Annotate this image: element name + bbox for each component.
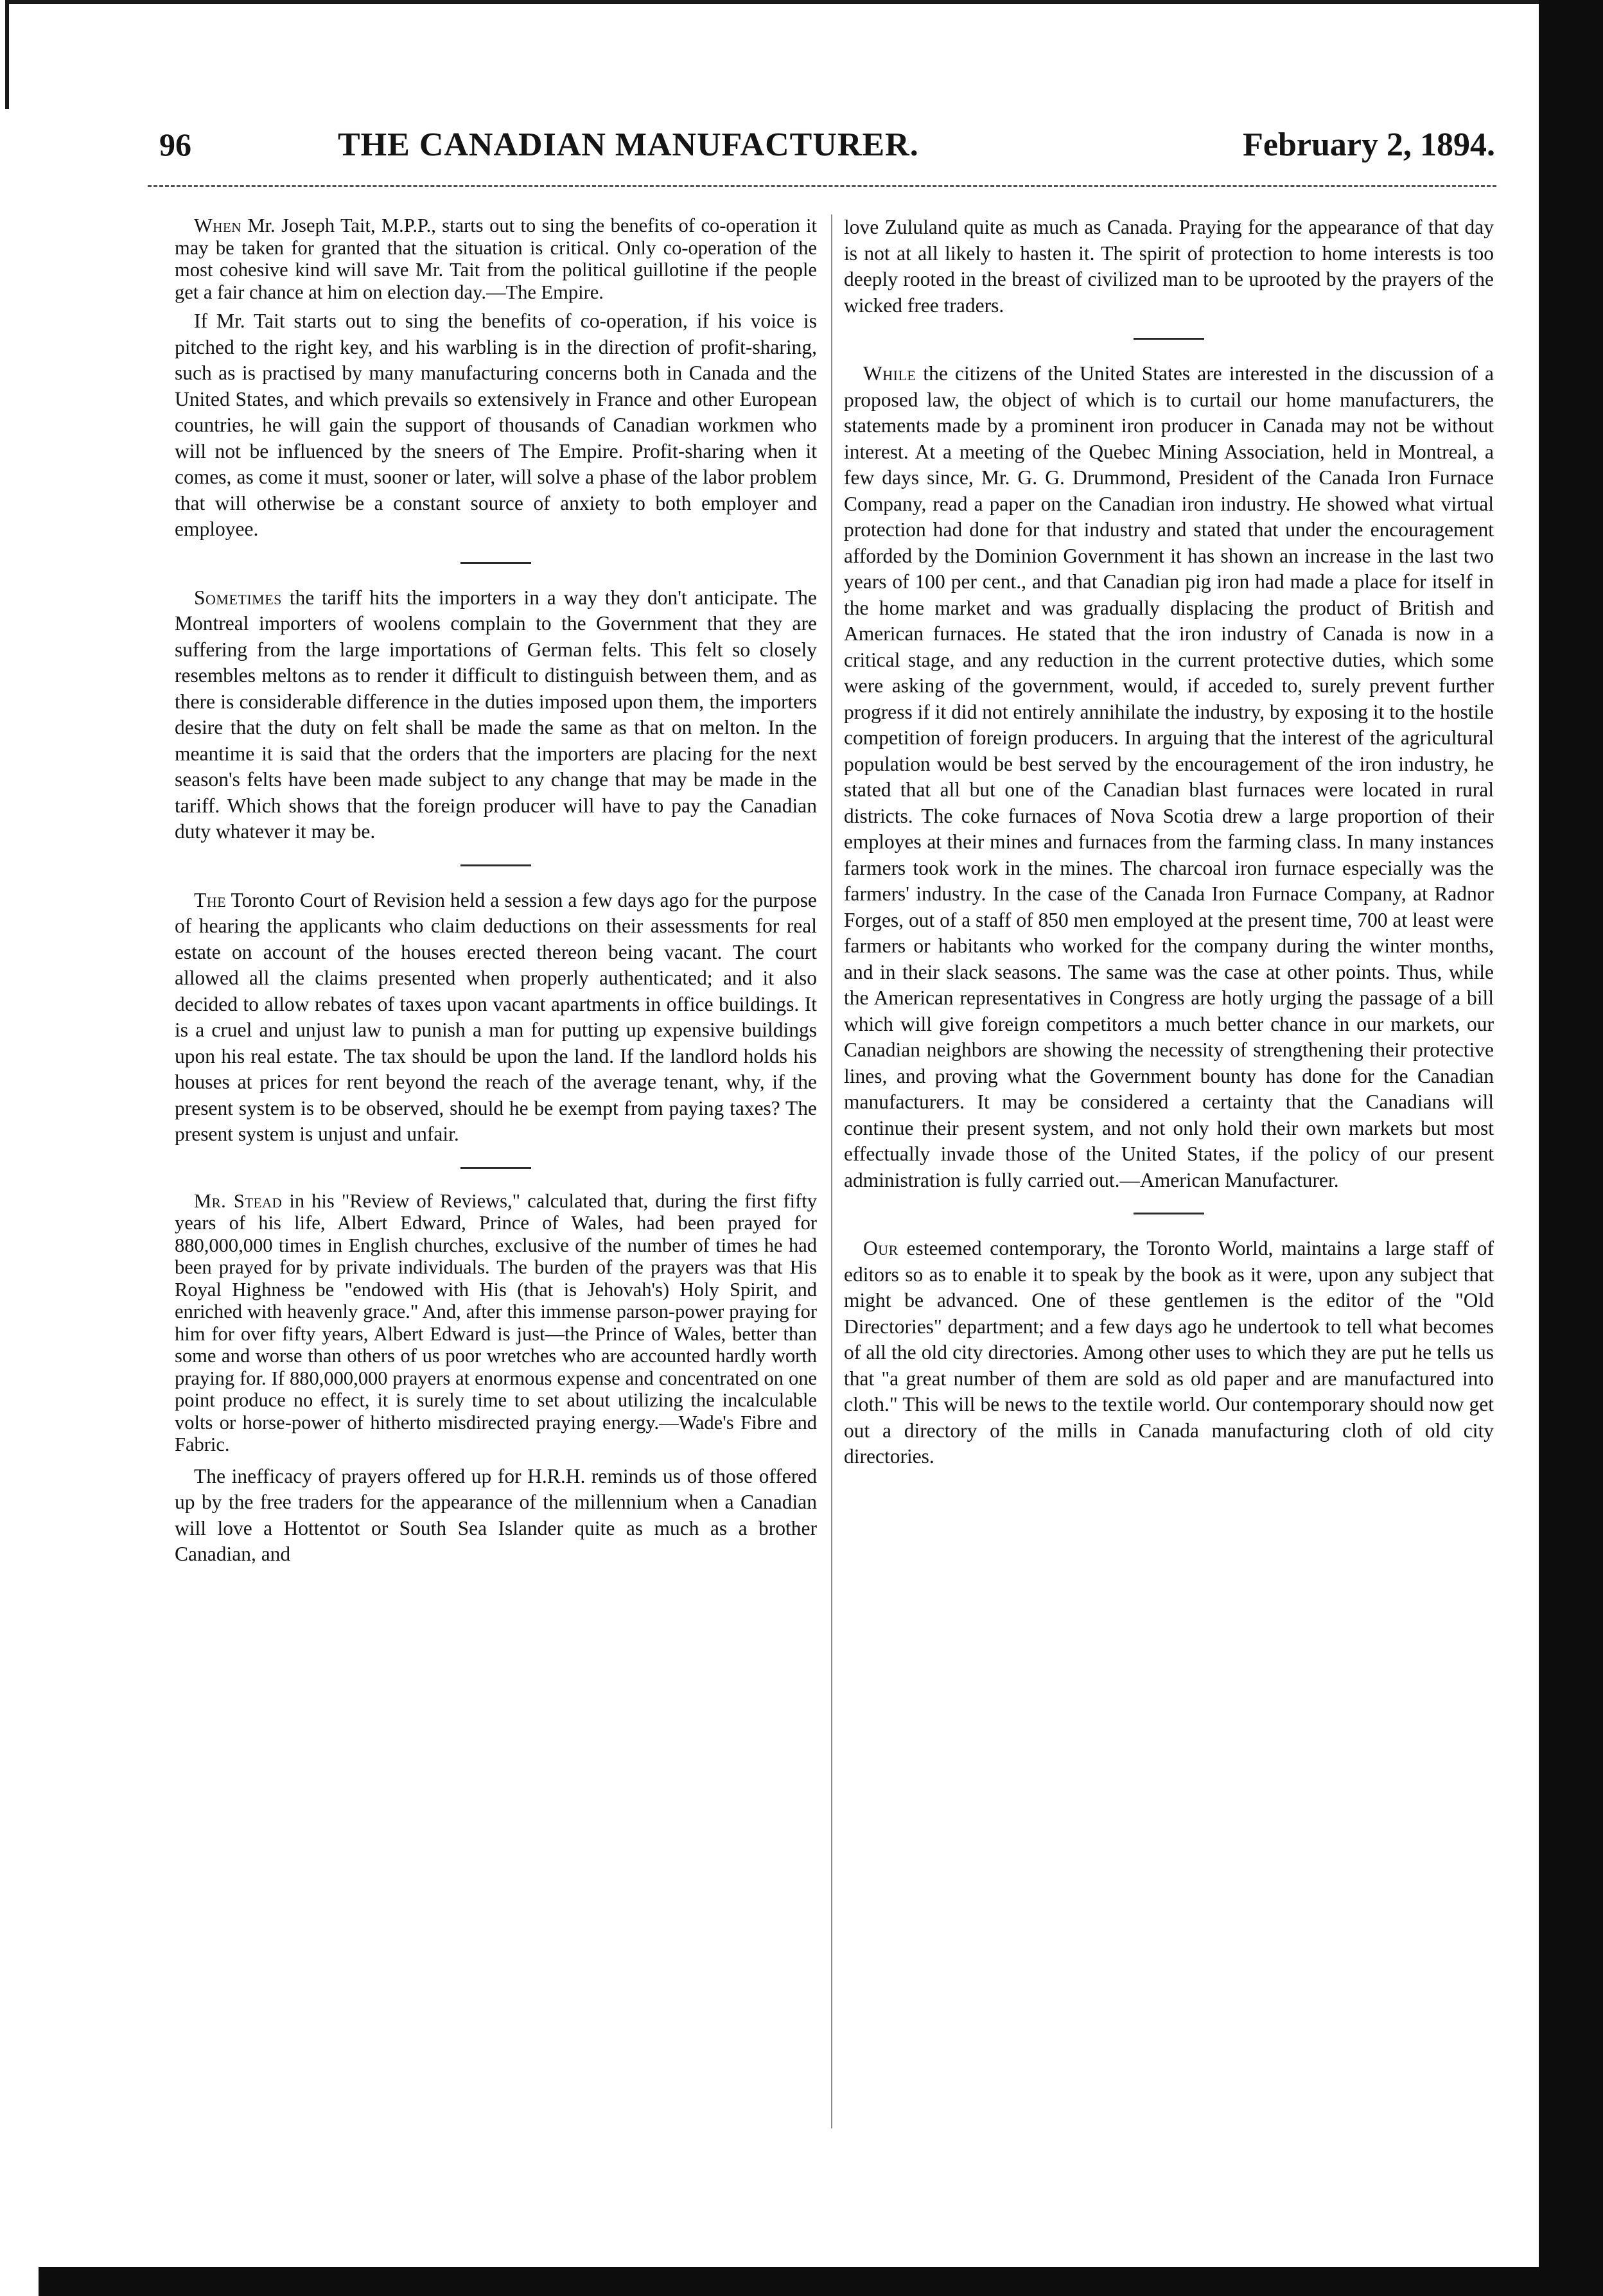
paragraph-text: The inefficacy of prayers offered up for H.R.H. reminds us of those offered up by the free traders for the appearance of the millennium when a Canadian will love a Hottentot or South Sea Islander quite as much as a brother Canadian, and	[175, 1464, 817, 1565]
page-header	[159, 126, 1495, 177]
article-iron-industry	[844, 361, 1494, 1193]
right-column	[844, 215, 1494, 1470]
lead-word: The	[194, 888, 227, 911]
paragraph-text: the tariff hits the importers in a way they don't anticipate. The Montreal importers of woolens complain to the Government that they are suffering from the large importations of German felts. This felt so closely resembles meltons as to render it difficult to distinguish between them, and as there is considerable difference in the duties imposed upon them, the importers desire that the duty on felt shall be made the same as that on melton. In the meantime it is said that the orders that the importers are placing for the next season's felts have been made subject to any change that may be made in the tariff. Which shows that the foreign producer will have to pay the Canadian duty whatever it may be.	[175, 586, 818, 843]
paragraph-text: Toronto Court of Revision held a session a few days ago for the purpose of hearing the applicants who claim deductions on their assessments for real estate on account of the houses erected thereon being vacant. The court allowed all the claims presented when properly authenticated; and it also decided to allow rebates of taxes upon vacant apartments in office buildings. It is a cruel and unjust law to punish a man for putting up expensive buildings upon his real estate. The tax should be upon the land. If the landlord holds his houses at prices for rent beyond the reach of the average tenant, why, if the present system is to be observed, should he be exempt from paying taxes? The present system is unjust and unfair.	[175, 888, 817, 1145]
article-court-of-revision	[175, 888, 817, 1148]
section-rule	[460, 864, 531, 866]
page-number: 96	[159, 127, 191, 162]
paragraph-text: If Mr. Tait starts out to sing the benefits of co-operation, if his voice is pitched to the right key, and his warbling is in the direction of profit-sharing, such as is practised by many manufacturing concerns both in Canada and the United States, and which prevails so extensively in France and other European countries, he will gain the support of thousands of Canadian workmen who will not be influenced by the sneers of The Empire. Profit-sharing when it comes, as come it must, sooner or later, will solve a phase of the labor problem that will otherwise be a constant source of anxiety to both employer and employee.	[175, 310, 817, 540]
left-column	[175, 215, 817, 1568]
paragraph-text: in his "Review of Reviews," calculated that, during the first fifty years of his life, Albert Edward, Prince of Wales, had been prayed for 880,000,000 times in English churches, exclusive of the number of times he had been prayed for by private individuals. The burden of the prayers was that His Royal Highness be "endowed with His (that is Jehovah's) Holy Spirit, and enriched with heavenly grace." And, after this immense parson-power praying for him for over fifty years, Albert Edward is just—the Prince of Wales, better than some and worse than others of us poor wretches who are accounted hardly worth praying for. If 880,000,000 prayers at enormous expense and concentrated on one point produce no effect, it is surely time to set about utilizing the incalculable volts or horse-power of hitherto misdirected praying energy.—Wade's Fibre and Fabric.	[175, 1189, 818, 1455]
lead-word: Sometimes	[194, 586, 282, 609]
section-rule	[460, 1167, 531, 1169]
lead-word: Our	[863, 1237, 898, 1259]
paragraph-text: the citizens of the United States are interested in the discussion of a proposed law, the object of which is to curtail our home manufacturers, the statements made by a prominent iron producer in Canada may not be without interest. At a meeting of the Quebec Mining Association, held in Montreal, a few days since, Mr. G. G. Drummond, President of the Canada Iron Furnace Company, read a paper on the Canadian iron industry. He showed what virtual protection had done for that industry and stated that under the encouragement afforded by the Dominion Government it has shown an increase in the last two years of 100 per cent., and that Canadian pig iron had made a place for itself in the home market and was gradually displacing the product of British and American furnaces. He stated that the iron industry of Canada is now in a critical stage, and any reduction in the current protective duties, which some were asking of the government, would, if acceded to, surely prevent further progress if it did not entirely annihilate the industry, by exposing it to the hostile competition of foreign producers. In arguing that the interest of the agricultural population would be best served by the encouragement of the iron industry, he stated that all but one of the Canadian blast furnaces were located in rural districts. The coke furnaces of Nova Scotia drew a large proportion of their employes at their mines and furnaces from the farming class. In many instances farmers took work in the mines. The charcoal iron furnace especially was the farmers' industry. In the case of the Canada Iron Furnace Company, at Radnor Forges, out of a staff of 850 men employed at the present time, 700 at least were farmers or habitants who worked for the company during the winter months, and in their slack seasons. The same was the case at other points. Thus, while the American representatives in Congress are hotly urging the passage of a bill which will give foreign competitors a much better chance in our markets, our Canadian neighbors are showing the necessity of strengthening their protective lines, and proving what the Government bounty has done for the Canadian manufacturers. It may be considered a certainty that the Canadians will continue their present system, and not only hold their own markets but most effectually invade those of the United States, if the policy of our present administration is fully carried out.—American Manufacturer.	[844, 362, 1494, 1191]
section-rule	[1134, 1213, 1204, 1214]
section-rule	[460, 562, 531, 564]
article-tait-quote	[175, 215, 817, 303]
issue-date: February 2, 1894.	[1243, 127, 1495, 163]
paragraph-text: love Zululand quite as much as Canada. Praying for the appearance of that day is not at all likely to hasten it. The spirit of protection to home interests is too deeply rooted in the breast of civilized man to be uprooted by the prayers of the wicked free traders.	[844, 216, 1494, 317]
section-rule	[1134, 338, 1204, 340]
column-divider	[831, 215, 832, 2128]
article-prayers-continued	[844, 215, 1494, 319]
article-stead-quote	[175, 1190, 817, 1456]
header-rule	[148, 185, 1496, 187]
article-tariff-importers	[175, 585, 817, 845]
publication-title: THE CANADIAN MANUFACTURER.	[338, 127, 919, 163]
paragraph-text: Mr. Joseph Tait, M.P.P., starts out to sing the benefits of co-operation it may be taken for granted that the situation is critical. Only co-operation of the most cohesive kind will save Mr. Tait from the political guillotine if the people get a fair chance at him on election day.—The Empire.	[175, 215, 817, 303]
article-prayers-commentary	[175, 1464, 817, 1568]
article-tait-commentary	[175, 308, 817, 543]
lead-word: Mr. Stead	[194, 1189, 283, 1212]
page-border-top	[5, 0, 1553, 4]
lead-word: When	[194, 215, 241, 236]
article-old-directories	[844, 1236, 1494, 1470]
scan-edge-right	[1539, 0, 1603, 2296]
scan-edge-bottom	[39, 2267, 1541, 2296]
paragraph-text: esteemed contemporary, the Toronto World, maintains a large staff of editors so as to enable it to speak by the book as it were, upon any subject that might be advanced. One of these gentlemen is the editor of the "Old Directories" department; and a few days ago he undertook to tell what becomes of all the old city directories. Among other uses to which they are put he tells us that "a great number of them are sold as old paper and are manufactured into cloth." This will be news to the textile world. Our contemporary should now get out a directory of the mills in Canada manufacturing cloth of old city directories.	[844, 1237, 1494, 1468]
page-border-left	[5, 0, 9, 109]
lead-word: While	[863, 362, 916, 385]
